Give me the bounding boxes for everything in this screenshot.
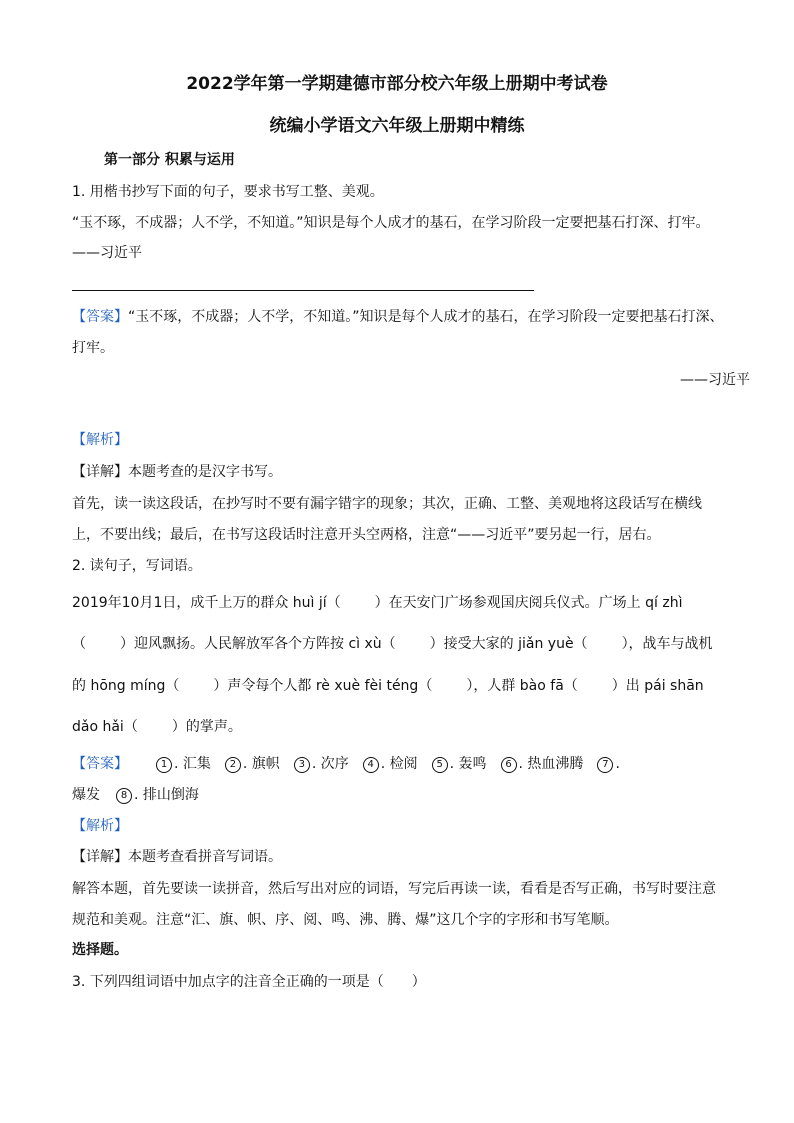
q2-text: ）出 pái shān xyxy=(611,678,704,694)
q2-text: 的 hōng míng（ xyxy=(72,678,180,694)
exam-title: 2022学年第一学期建德市部分校六年级上册期中考试卷 xyxy=(186,74,608,94)
option-text: . xyxy=(615,756,620,772)
q2-answer-row xyxy=(72,754,620,774)
section-heading: 第一部分 积累与运用 xyxy=(104,152,235,168)
option-number: 1 xyxy=(156,757,172,773)
answer-tag: 【答案】 xyxy=(72,756,128,772)
q1-author: ——习近平 xyxy=(72,245,142,261)
q2-text: ）接受大家的 jiǎn yuè（ xyxy=(429,636,588,652)
q1-quote: “玉不琢，不成器；人不学，不知道。”知识是每个人成才的基石，在学习阶段一定要把基石打深、打牢。 xyxy=(72,215,710,231)
option-number: 5 xyxy=(432,757,448,773)
q1-answer-text: “玉不琢，不成器；人不学，不知道。”知识是每个人成才的基石，在学习阶段一定要把基石打深、 xyxy=(128,309,724,325)
q2-detail-text: 本题考查看拼音写词语。 xyxy=(128,849,282,865)
option-number: 4 xyxy=(363,757,379,773)
option-number: 8 xyxy=(116,788,132,804)
option-text: . 热血沸腾 xyxy=(518,756,584,772)
q2-detail xyxy=(72,847,282,867)
option-text: . 检阅 xyxy=(380,756,418,772)
q2-text: dǎo hǎi（ xyxy=(72,719,138,735)
option-number: 2 xyxy=(225,757,241,773)
option-text: . 排山倒海 xyxy=(134,787,199,803)
exam-subtitle: 统编小学语文六年级上册期中精练 xyxy=(269,116,525,136)
q1-explain-1: 首先，读一读这段话，在抄写时不要有漏字错字的现象；其次，正确、工整、美观地将这段话写在横线 xyxy=(72,496,702,512)
q1-explain-2: 上，不要出线；最后，在书写这段话时注意开头空两格，注意“——习近平”要另起一行，居右。 xyxy=(72,527,661,543)
option-number: 3 xyxy=(294,757,310,773)
option-number: 7 xyxy=(597,757,613,773)
q2-text: （ xyxy=(72,636,86,652)
q2-text: ）声令每个人都 rè xuè fèi téng（ xyxy=(213,678,433,694)
option-text: . 次序 xyxy=(311,756,349,772)
option-text: . 汇集 xyxy=(174,756,211,772)
q2-explain-2: 规范和美观。注意“汇、旗、帜、序、阅、鸣、沸、腾、爆”这几个字的字形和书写笔顺。 xyxy=(72,912,619,928)
q1-detail-text: 本题考查的是汉字书写。 xyxy=(128,464,282,480)
q1-detail xyxy=(72,462,282,482)
q1-answer-line xyxy=(72,307,724,327)
detail-tag: 【详解】 xyxy=(72,464,128,480)
q2-sentence-line4 xyxy=(72,717,242,737)
q3-prompt: 3. 下列四组词语中加点字的注音全正确的一项是（ ） xyxy=(72,974,426,990)
q1-answer-author: ——习近平 xyxy=(680,372,750,388)
section-heading-choice: 选择题。 xyxy=(72,942,128,958)
analysis-tag: 【解析】 xyxy=(72,818,128,834)
q2-sentence-line3 xyxy=(72,676,704,696)
q2-prompt: 2. 读句子，写词语。 xyxy=(72,558,202,574)
q2-text: ），战车与战机 xyxy=(621,636,713,652)
detail-tag: 【详解】 xyxy=(72,849,128,865)
writing-line xyxy=(72,290,534,291)
option-text: . 旗帜 xyxy=(242,756,280,772)
option-number: 6 xyxy=(501,757,517,773)
option-text: . 轰鸣 xyxy=(449,756,487,772)
q2-sentence-line1 xyxy=(72,593,682,613)
q2-text: 2019年10月1日，成千上万的群众 huì jí（ xyxy=(72,595,341,611)
q1-answer-line2: 打牢。 xyxy=(72,340,114,356)
q1-prompt: 1. 用楷书抄写下面的句子，要求书写工整、美观。 xyxy=(72,184,384,200)
q2-text: ）在天安门广场参观国庆阅兵仪式。广场上 qí zhì xyxy=(374,595,683,611)
q2-text: ）迎风飘扬。人民解放军各个方阵按 cì xù（ xyxy=(120,636,396,652)
q2-text: ）的掌声。 xyxy=(171,719,242,735)
q2-sentence-line2 xyxy=(72,634,713,654)
analysis-tag: 【解析】 xyxy=(72,432,128,448)
q2-explain-1: 解答本题，首先要读一读拼音，然后写出对应的词语，写完后再读一读，看看是否写正确，书写时要注意 xyxy=(72,881,716,897)
answer-tag: 【答案】 xyxy=(72,309,128,325)
q2-answer-row2 xyxy=(72,785,199,805)
option-text: 爆发 xyxy=(72,787,100,803)
q2-text: ），人群 bào fā（ xyxy=(466,678,578,694)
